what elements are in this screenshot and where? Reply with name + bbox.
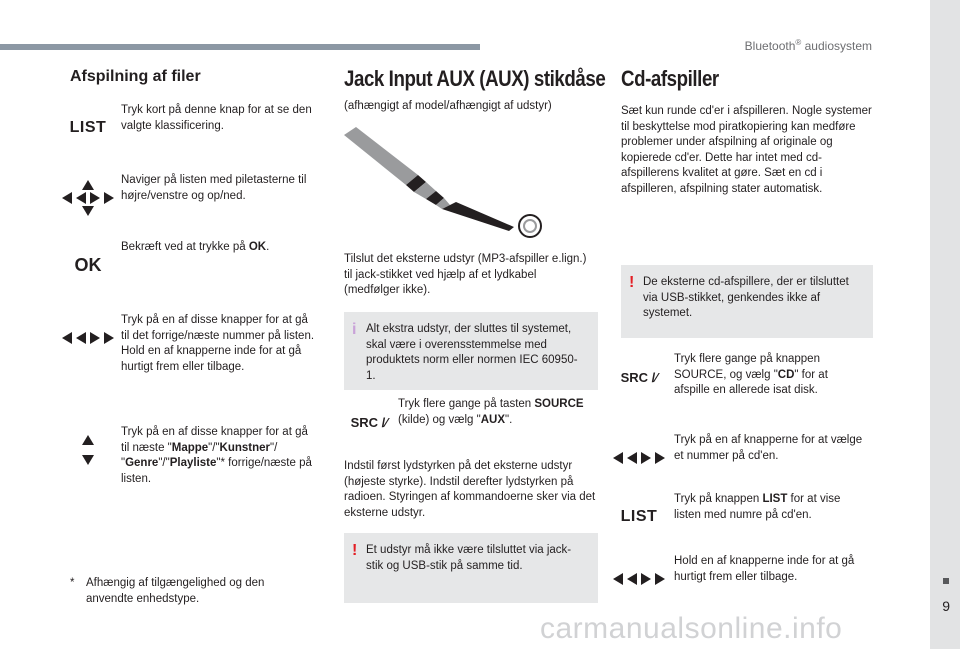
list-item	[614, 492, 874, 542]
row-text: Tryk flere gange på tasten SOURCE (kilde) og vælg "AUX".	[398, 398, 584, 426]
warning-note: ! Et udstyr må ikke være tilsluttet via jack-stik og USB-stik på samme tid.	[344, 533, 598, 603]
list-item	[614, 554, 874, 604]
ok-button-icon: OK	[74, 254, 102, 275]
row-text: Hold en af knapperne inde for at gå hurtigt frem eller tilbage.	[674, 555, 855, 583]
row-text: Tryk på en af disse knapper for at gå til næste "Mappe"/"Kunstner"/ "Genre"/"Playliste"* forrige/næste på listen.	[121, 426, 312, 485]
subtitle: (afhængigt af model/afhængigt af udstyr)	[344, 100, 552, 112]
warning-note: ! De eksterne cd-afspillere, der er tilsluttet via USB-stikket, genkendes ikke af systemet.	[621, 265, 873, 338]
page-sidebar	[930, 0, 960, 649]
section-header: Bluetooth® audiosystem	[744, 38, 872, 53]
source-button-icon: SRC /∕	[350, 414, 388, 430]
list-button-icon: LIST	[620, 508, 658, 525]
jack-plug-illustration	[344, 125, 554, 240]
page-number: 9	[942, 598, 950, 614]
row-text: Tryk på en af knapperne for at vælge et nummer på cd'en.	[674, 434, 863, 462]
paragraph: Indstil først lydstyrken på det eksterne udstyr (højeste styrke). Indstil derefter lydstyrken på radioen. Styringen af kommandoerne sker via det eksterne udstyr.	[344, 460, 596, 519]
row-text: Hold en af knapperne inde for at gå hurtigt frem eller tilbage.	[121, 345, 302, 373]
list-item	[63, 103, 323, 153]
page-marker	[943, 578, 949, 584]
watermark: carmanualsonline.info	[540, 612, 843, 645]
four-arrows-icon	[63, 173, 113, 223]
row-text: Tryk på en af disse knapper for at gå til det forrige/næste nummer på listen.	[121, 314, 315, 342]
list-item	[614, 352, 874, 402]
list-item	[63, 240, 323, 290]
source-button-icon: SRC /∕	[620, 369, 658, 385]
heading-afspilning: Afspilning af filer	[70, 68, 201, 85]
list-item	[344, 397, 598, 447]
footnote: * Afhængig af tilgængelighed og den anvendte enhedstype.	[70, 577, 265, 605]
row-text: Tryk på knappen LIST for at vise listen med numre på cd'en.	[674, 493, 841, 521]
left-right-arrows-icon	[63, 313, 113, 363]
list-item	[614, 433, 874, 483]
list-item	[63, 425, 323, 487]
list-item	[63, 173, 323, 223]
row-text: Bekræft ved at trykke på OK.	[121, 241, 270, 253]
warning-icon: !	[629, 274, 635, 291]
left-right-arrows-icon	[614, 433, 664, 483]
row-text: Tryk flere gange på knappen SOURCE, og vælg "CD" for at afspille en allerede isat disk.	[674, 353, 828, 396]
up-down-arrows-icon	[63, 425, 113, 475]
paragraph: Sæt kun runde cd'er i afspilleren. Nogle systemer til beskyttelse mod piratkopiering kan medføre problemer under afspilning af originale og kopierede cd'er. Dette har intet med cd-afspillerens kvalitet at gøre. Sæt en cd i afspilleren, afspilning stater automatisk.	[621, 105, 872, 195]
row-text: Tryk kort på denne knap for at se den valgte klassificering.	[121, 104, 312, 132]
info-icon: i	[352, 321, 357, 338]
heading-jack-input: Jack Input AUX (AUX) stikdåse	[344, 66, 606, 91]
list-button-icon: LIST	[69, 119, 107, 136]
header-bar	[0, 44, 480, 50]
paragraph: Tilslut det eksterne udstyr (MP3-afspiller e.lign.) til jack-stikket ved hjælp af et lydkabel (medfølger ikke).	[344, 253, 587, 296]
info-note: i Alt ekstra udstyr, der sluttes til systemet, skal være i overensstemmelse med produktets norm eller normen IEC 60950-1.	[344, 312, 598, 390]
list-item	[63, 313, 323, 375]
left-right-arrows-icon	[614, 554, 664, 604]
heading-cd-afspiller: Cd-afspiller	[621, 66, 719, 91]
warning-icon: !	[352, 542, 358, 559]
row-text: Naviger på listen med piletasterne til højre/venstre og op/ned.	[121, 174, 307, 202]
